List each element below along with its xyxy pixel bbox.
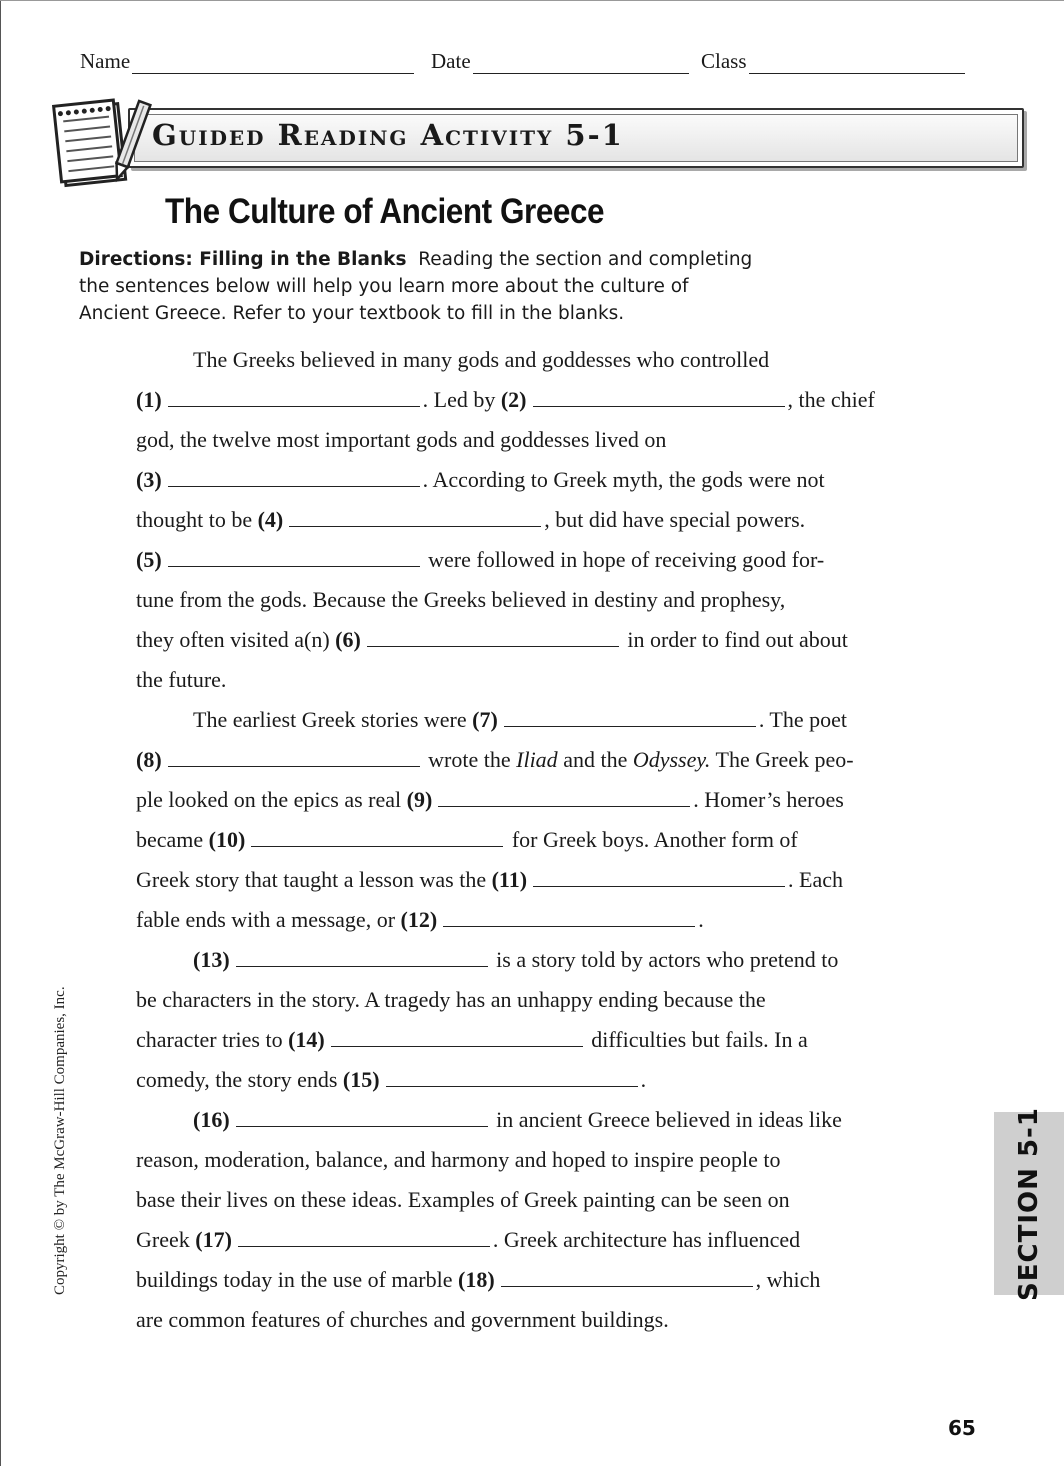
- blank-number: (15): [342, 1067, 380, 1092]
- text: difficulties but fails. In a: [591, 1027, 808, 1052]
- header-fields: [80, 48, 972, 74]
- blank-number: (4): [257, 507, 284, 532]
- text: . According to Greek myth, the gods were not: [422, 467, 825, 492]
- blank-12[interactable]: [443, 906, 695, 927]
- text: , which: [755, 1267, 821, 1292]
- p1-line: [136, 540, 926, 580]
- blank-number: (13): [193, 947, 230, 972]
- blank-8[interactable]: [168, 746, 420, 767]
- text: in ancient Greece believed in ideas like: [496, 1107, 842, 1132]
- blank-number: (17): [195, 1227, 232, 1252]
- p1-line: [136, 340, 926, 380]
- text: Greek story that taught a lesson was the: [136, 867, 487, 892]
- blank-number: (10): [208, 827, 246, 852]
- directions-text-2: the sentences below will help you learn more about the culture of: [79, 276, 689, 297]
- p4-line: [136, 1300, 926, 1340]
- blank-number: (16): [193, 1107, 230, 1132]
- blank-number: (3): [136, 467, 162, 492]
- text: .: [640, 1067, 647, 1092]
- text: . Led by: [422, 387, 496, 412]
- p1-line: [136, 660, 926, 700]
- name-field[interactable]: [80, 48, 414, 74]
- p4-line: [136, 1180, 926, 1220]
- book-title: Odyssey.: [632, 747, 711, 772]
- text: character tries to: [136, 1027, 283, 1052]
- name-label: Name: [80, 49, 131, 73]
- text: The Greek peo-: [715, 747, 854, 772]
- p3-line: [136, 940, 926, 980]
- p1-line: [136, 380, 926, 420]
- text: became: [136, 827, 204, 852]
- banner-title: Guided Reading Activity 5-1: [152, 118, 624, 152]
- blank-4[interactable]: [289, 506, 541, 527]
- blank-10[interactable]: [251, 826, 503, 847]
- class-field[interactable]: [701, 48, 965, 74]
- p1-line: [136, 460, 926, 500]
- text: thought to be: [136, 507, 253, 532]
- text: . Each: [788, 867, 843, 892]
- p3-line: [136, 1020, 926, 1060]
- reading-passage: [136, 340, 926, 1340]
- blank-3[interactable]: [168, 466, 420, 487]
- notepad-pencil-icon: [52, 96, 152, 188]
- book-title: Iliad: [516, 747, 558, 772]
- p4-line: [136, 1140, 926, 1180]
- text: god, the twelve most important gods and goddesses lived on: [136, 427, 667, 452]
- class-label: Class: [701, 49, 747, 73]
- text: fable ends with a message, or: [136, 907, 396, 932]
- p1-line: [136, 420, 926, 460]
- text: were followed in hope of receiving good for-: [428, 547, 825, 572]
- text: base their lives on these ideas. Examples of Greek painting can be seen on: [136, 1187, 790, 1212]
- text: ple looked on the epics as real: [136, 787, 402, 812]
- blank-9[interactable]: [438, 786, 690, 807]
- text: The Greeks believed in many gods and goddesses who controlled: [193, 347, 770, 372]
- text: buildings today in the use of marble: [136, 1267, 453, 1292]
- section-tab-label: SECTION 5-1: [1014, 1106, 1044, 1301]
- p2-line: [136, 700, 926, 740]
- blank-2[interactable]: [533, 386, 785, 407]
- blank-number: (18): [458, 1267, 495, 1292]
- directions-text-1: Reading the section and completing: [418, 249, 753, 270]
- blank-6[interactable]: [367, 626, 619, 647]
- blank-7[interactable]: [504, 706, 756, 727]
- p2-line: [136, 780, 926, 820]
- page-border-left: [0, 0, 1, 1466]
- blank-5[interactable]: [168, 546, 420, 567]
- p2-line: [136, 740, 926, 780]
- text: reason, moderation, balance, and harmony and hoped to inspire people to: [136, 1147, 781, 1172]
- blank-number: (8): [136, 747, 162, 772]
- text: The earliest Greek stories were: [193, 707, 467, 732]
- page-title: The Culture of Ancient Greece: [165, 192, 605, 231]
- p1-line: [136, 500, 926, 540]
- p3-line: [136, 980, 926, 1020]
- p4-line: [136, 1260, 926, 1300]
- blank-number: (6): [335, 627, 361, 652]
- blank-17[interactable]: [238, 1226, 490, 1247]
- directions: [79, 246, 759, 327]
- text: for Greek boys. Another form of: [511, 827, 798, 852]
- text: are common features of churches and government buildings.: [136, 1307, 669, 1332]
- text: comedy, the story ends: [136, 1067, 338, 1092]
- text: . Homer’s heroes: [693, 787, 844, 812]
- blank-number: (2): [500, 387, 527, 412]
- blank-number: (1): [136, 387, 162, 412]
- p4-line: [136, 1220, 926, 1260]
- text: , the chief: [787, 387, 875, 412]
- p2-line: [136, 900, 926, 940]
- name-blank[interactable]: [132, 54, 414, 74]
- directions-text-3: Ancient Greece. Refer to your textbook to fill in the blanks.: [79, 303, 625, 324]
- p3-line: [136, 1060, 926, 1100]
- date-field[interactable]: [431, 48, 689, 74]
- blank-number: (11): [491, 867, 528, 892]
- text: they often visited a(n): [136, 627, 330, 652]
- blank-15[interactable]: [386, 1066, 638, 1087]
- p2-line: [136, 860, 926, 900]
- date-blank[interactable]: [473, 54, 689, 74]
- p4-line: [136, 1100, 926, 1140]
- blank-11[interactable]: [533, 866, 785, 887]
- text: the future.: [136, 667, 227, 692]
- text: .: [698, 907, 704, 932]
- class-blank[interactable]: [749, 54, 965, 74]
- blank-13[interactable]: [236, 946, 488, 967]
- section-tab: [994, 1106, 1064, 1301]
- text: wrote the: [428, 747, 511, 772]
- blank-14[interactable]: [331, 1026, 583, 1047]
- copyright-notice: Copyright © by The McGraw-Hill Companies, Inc.: [52, 986, 68, 1295]
- page-number: 65: [948, 1416, 976, 1440]
- p2-line: [136, 820, 926, 860]
- directions-label: Directions: Filling in the Blanks: [79, 249, 407, 270]
- text: tune from the gods. Because the Greeks believed in destiny and prophesy,: [136, 587, 786, 612]
- blank-number: (7): [472, 707, 498, 732]
- date-label: Date: [431, 49, 471, 73]
- text: in order to find out about: [627, 627, 848, 652]
- p1-line: [136, 580, 926, 620]
- blank-number: (14): [288, 1027, 325, 1052]
- blank-number: (9): [406, 787, 433, 812]
- p1-line: [136, 620, 926, 660]
- blank-18[interactable]: [501, 1266, 753, 1287]
- text: be characters in the story. A tragedy has an unhappy ending because the: [136, 987, 766, 1012]
- blank-1[interactable]: [168, 386, 420, 407]
- text: Greek: [136, 1227, 190, 1252]
- text: and the: [563, 747, 628, 772]
- text: . The poet: [758, 707, 847, 732]
- blank-number: (5): [136, 547, 162, 572]
- text: is a story told by actors who pretend to: [496, 947, 839, 972]
- blank-number: (12): [400, 907, 438, 932]
- text: . Greek architecture has influenced: [492, 1227, 801, 1252]
- text: , but did have special powers.: [544, 507, 806, 532]
- page-border-top: [0, 0, 1064, 1]
- activity-banner: [52, 96, 974, 188]
- blank-16[interactable]: [236, 1106, 488, 1127]
